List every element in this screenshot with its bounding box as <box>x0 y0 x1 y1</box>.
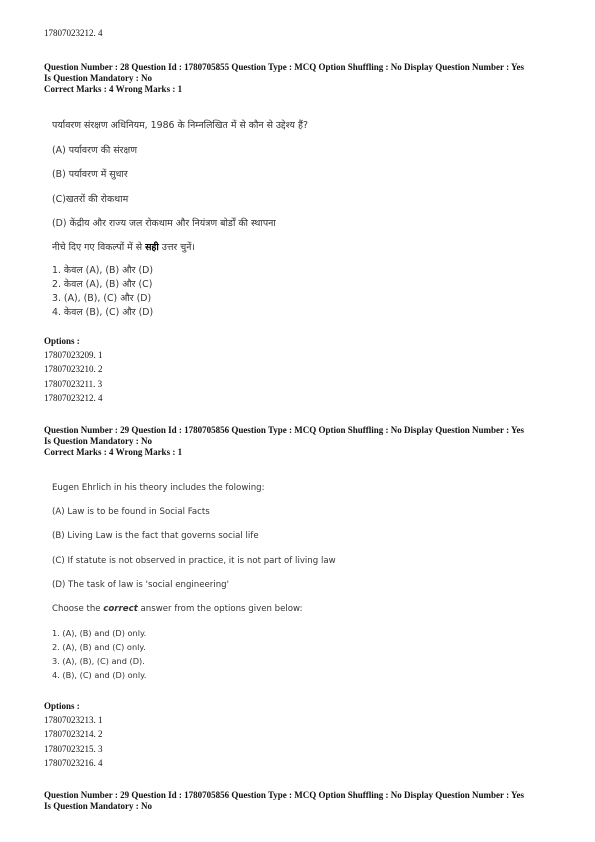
option-id-2: 17807023210. 2 <box>44 364 103 374</box>
option-id-3: 17807023215. 3 <box>44 744 103 754</box>
question-instruction: नीचे दिए गए विकल्पों में से सही उत्तर चुनें। <box>52 242 195 253</box>
answer-choice-3: 3. (A), (B), (C) and (D). <box>52 656 145 666</box>
question-header: Question Number : 29 Question Id : 1780705856 Question Type : MCQ Option Shuffling : No Display Question Number : Yes <box>44 790 525 800</box>
options-label: Options : <box>44 701 80 711</box>
options-label: Options : <box>44 336 80 346</box>
option-id-2: 17807023214. 2 <box>44 729 103 739</box>
option-id-4: 17807023216. 4 <box>44 758 103 768</box>
statement-b: (B) Living Law is the fact that governs social life <box>52 531 259 541</box>
option-id-4: 17807023212. 4 <box>44 393 103 403</box>
option-id-3: 17807023211. 3 <box>44 379 103 389</box>
statement-d: (D) The task of law is 'social engineering' <box>52 580 229 590</box>
answer-choice-4: 4. (B), (C) and (D) only. <box>52 670 147 680</box>
question-header: Question Number : 28 Question Id : 1780705855 Question Type : MCQ Option Shuffling : No Display Question Number : Yes <box>44 62 525 72</box>
statement-c: (C)खतरों की रोकथाम <box>52 194 129 205</box>
statement-b: (B) पर्यावरण में सुधार <box>52 169 128 180</box>
statement-a: (A) Law is to be found in Social Facts <box>52 507 210 517</box>
option-id-1: 17807023209. 1 <box>44 350 103 360</box>
question-marks: Correct Marks : 4 Wrong Marks : 1 <box>44 84 183 94</box>
statement-c: (C) If statute is not observed in practice, it is not part of living law <box>52 556 336 566</box>
question-stem: Eugen Ehrlich in his theory includes the folowing: <box>52 483 265 493</box>
question-mandatory: Is Question Mandatory : No <box>44 436 153 446</box>
answer-choice-1: 1. केवल (A), (B) और (D) <box>52 265 154 276</box>
previous-option-line: 17807023212. 4 <box>44 28 103 38</box>
answer-choice-4: 4. केवल (B), (C) और (D) <box>52 307 154 318</box>
answer-choice-2: 2. केवल (A), (B) और (C) <box>52 279 153 290</box>
statement-a: (A) पर्यावरण की संरक्षण <box>52 145 137 156</box>
question-mandatory: Is Question Mandatory : No <box>44 801 153 811</box>
question-instruction: Choose the correct answer from the options given below: <box>52 604 303 614</box>
question-mandatory: Is Question Mandatory : No <box>44 73 153 83</box>
statement-d: (D) केंद्रीय और राज्य जल रोकथाम और नियंत्रण बोर्डों की स्थापना <box>52 218 276 229</box>
option-id-1: 17807023213. 1 <box>44 715 103 725</box>
question-stem: पर्यावरण संरक्षण अधिनियम, 1986 के निम्नलिखित में से कौन से उद्देश्य हैं? <box>52 120 308 131</box>
question-header: Question Number : 29 Question Id : 1780705856 Question Type : MCQ Option Shuffling : No Display Question Number : Yes <box>44 425 525 435</box>
question-marks: Correct Marks : 4 Wrong Marks : 1 <box>44 447 183 457</box>
answer-choice-1: 1. (A), (B) and (D) only. <box>52 628 147 638</box>
answer-choice-3: 3. (A), (B), (C) और (D) <box>52 293 152 304</box>
answer-choice-2: 2. (A), (B) and (C) only. <box>52 642 146 652</box>
